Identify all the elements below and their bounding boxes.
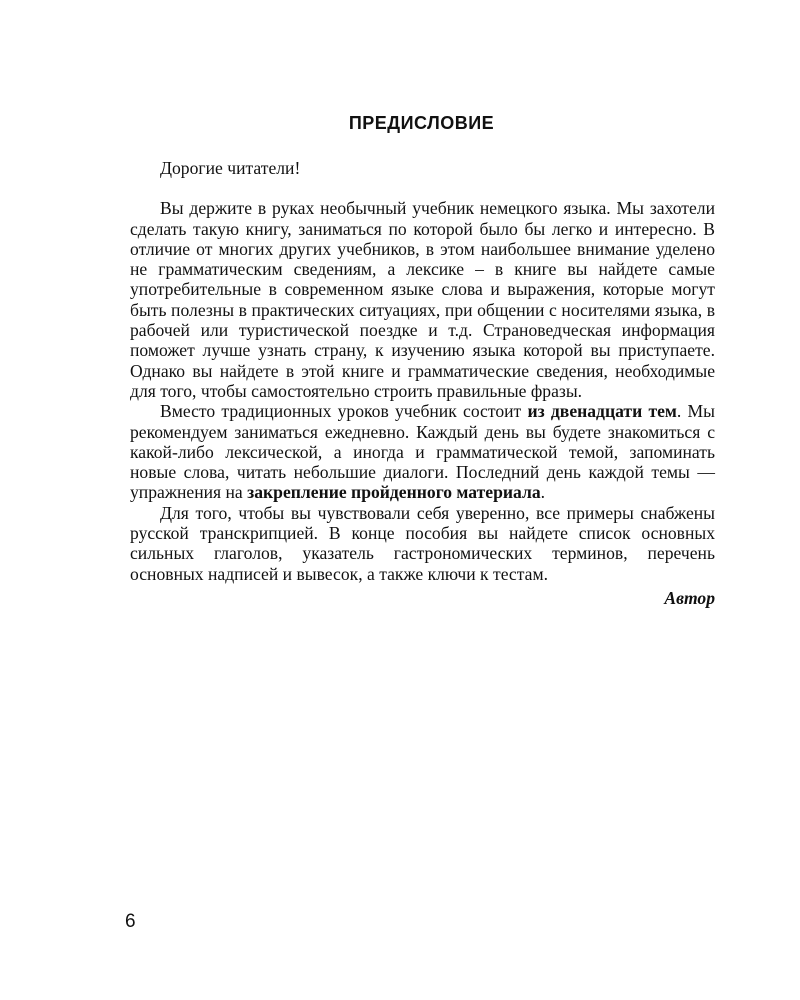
paragraph-intro: Вы держите в руках необычный учебник немецкого языка. Мы захотели сделать такую книгу, заниматься по которой было бы легко и интересно. В отличие от многих других учебников, в этом наибольшее внимание уделено не грамматическим сведениям, а лексике – в книге вы найдете самые употребительные в современном языке слова и выражения, которые могут быть полезны в практических ситуациях, при общении с носителями языка, в рабочей или туристической поездке и т.д. Страноведческая информация поможет лучше узнать страну, к изучению языка которой вы приступаете. Однако вы найдете в этой книге и грамматические сведения, необходимые для того, чтобы самостоятельно строить правильные фразы. [130,198,715,401]
bold-material-review: закрепление пройденного материала [247,482,541,503]
page-title: ПРЕДИСЛОВИЕ [348,113,495,133]
preface-body [130,158,715,608]
greeting: Дорогие читатели! [160,158,301,178]
paragraph-structure-text-2: . Мы рекомендуем заниматься ежедневно. Каждый день вы будете знакомиться с какой-либо лексической, а иногда и грамматической темой, запоминать новые слова, читать небольшие диалоги. Последний день каждой темы — упражнения на [130,401,715,503]
bold-twelve-topics: из двенадцати тем [527,401,677,422]
paragraph-structure-text-3: . [540,482,546,503]
author-signature: Автор [664,587,715,608]
paragraph-structure [130,401,715,502]
paragraph-transcription: Для того, чтобы вы чувствовали себя уверенно, все примеры снабжены русской транскрипцией. В конце пособия вы найдете список основных сильных глаголов, указатель гастрономических терминов, перечень основных надписей и вывесок, а также ключи к тестам. [130,502,715,584]
paragraph-structure-text-1: Вместо традиционных уроков учебник состоит [160,401,528,422]
page-number: 6 [125,911,136,932]
